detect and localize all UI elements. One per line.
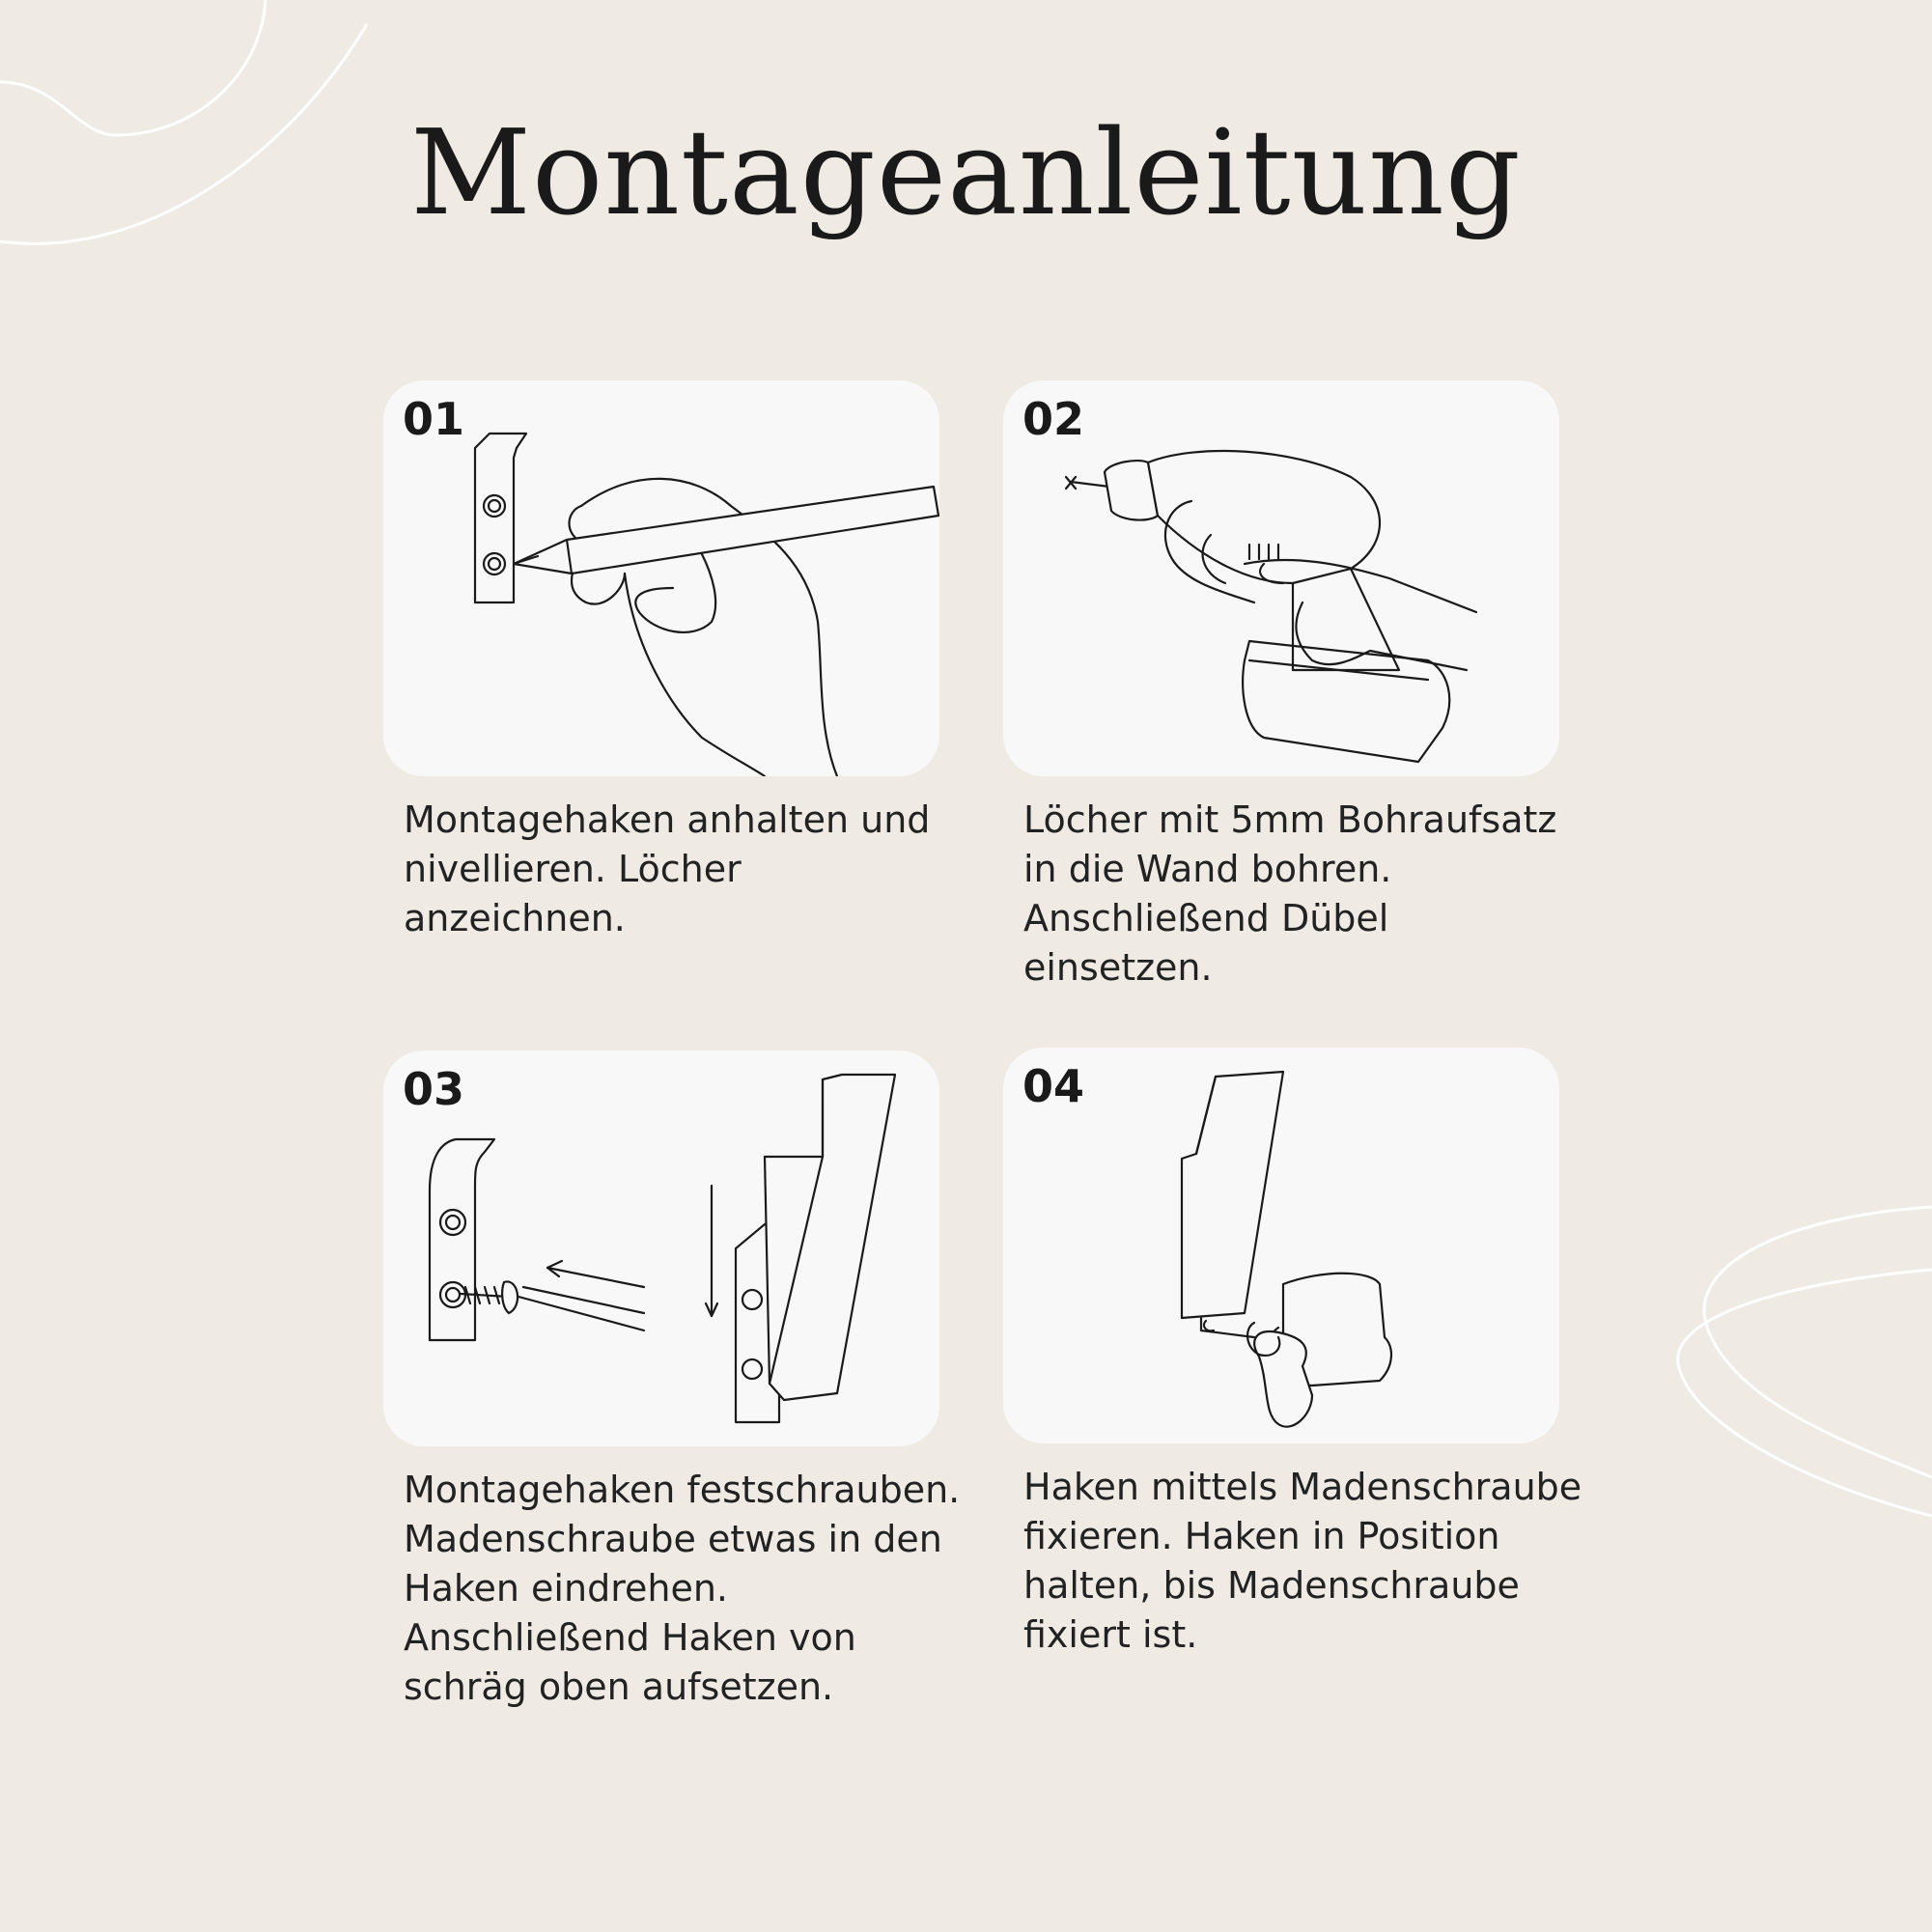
- drill-illustration: [1003, 380, 1559, 776]
- step-1-number: 01: [403, 393, 465, 445]
- allen-key-illustration: [1003, 1048, 1559, 1443]
- step-3-number: 03: [403, 1063, 465, 1115]
- step-2-card: [1003, 380, 1559, 776]
- page-title: Montageanleitung: [410, 104, 1522, 241]
- step-4-number: 04: [1022, 1060, 1085, 1112]
- step-4-text: Haken mittels Madenschraube fixieren. Haken in Position halten, bis Madenschraube fixiert ist.: [1023, 1466, 1582, 1656]
- step-2-text: Löcher mit 5mm Bohraufsatz in die Wand bohren. Anschließend Dübel einsetzen.: [1023, 798, 1557, 989]
- pencil-hand-illustration: [383, 380, 939, 776]
- screw-illustration: [383, 1050, 939, 1446]
- step-4-card: [1003, 1048, 1559, 1443]
- step-2-number: 02: [1022, 393, 1085, 445]
- step-4: [1003, 1048, 1582, 1660]
- step-2: [1003, 380, 1559, 993]
- step-3-text: Montagehaken festschrauben. Madenschraube etwas in den Haken eindrehen. Anschließend Haken von schräg oben aufsetzen.: [404, 1469, 961, 1708]
- step-3: [383, 1050, 961, 1712]
- step-1-card: [383, 380, 939, 776]
- step-1-text: Montagehaken anhalten und nivellieren. Löcher anzeichnen.: [404, 798, 931, 939]
- step-3-card: [383, 1050, 939, 1446]
- step-1: [383, 380, 939, 943]
